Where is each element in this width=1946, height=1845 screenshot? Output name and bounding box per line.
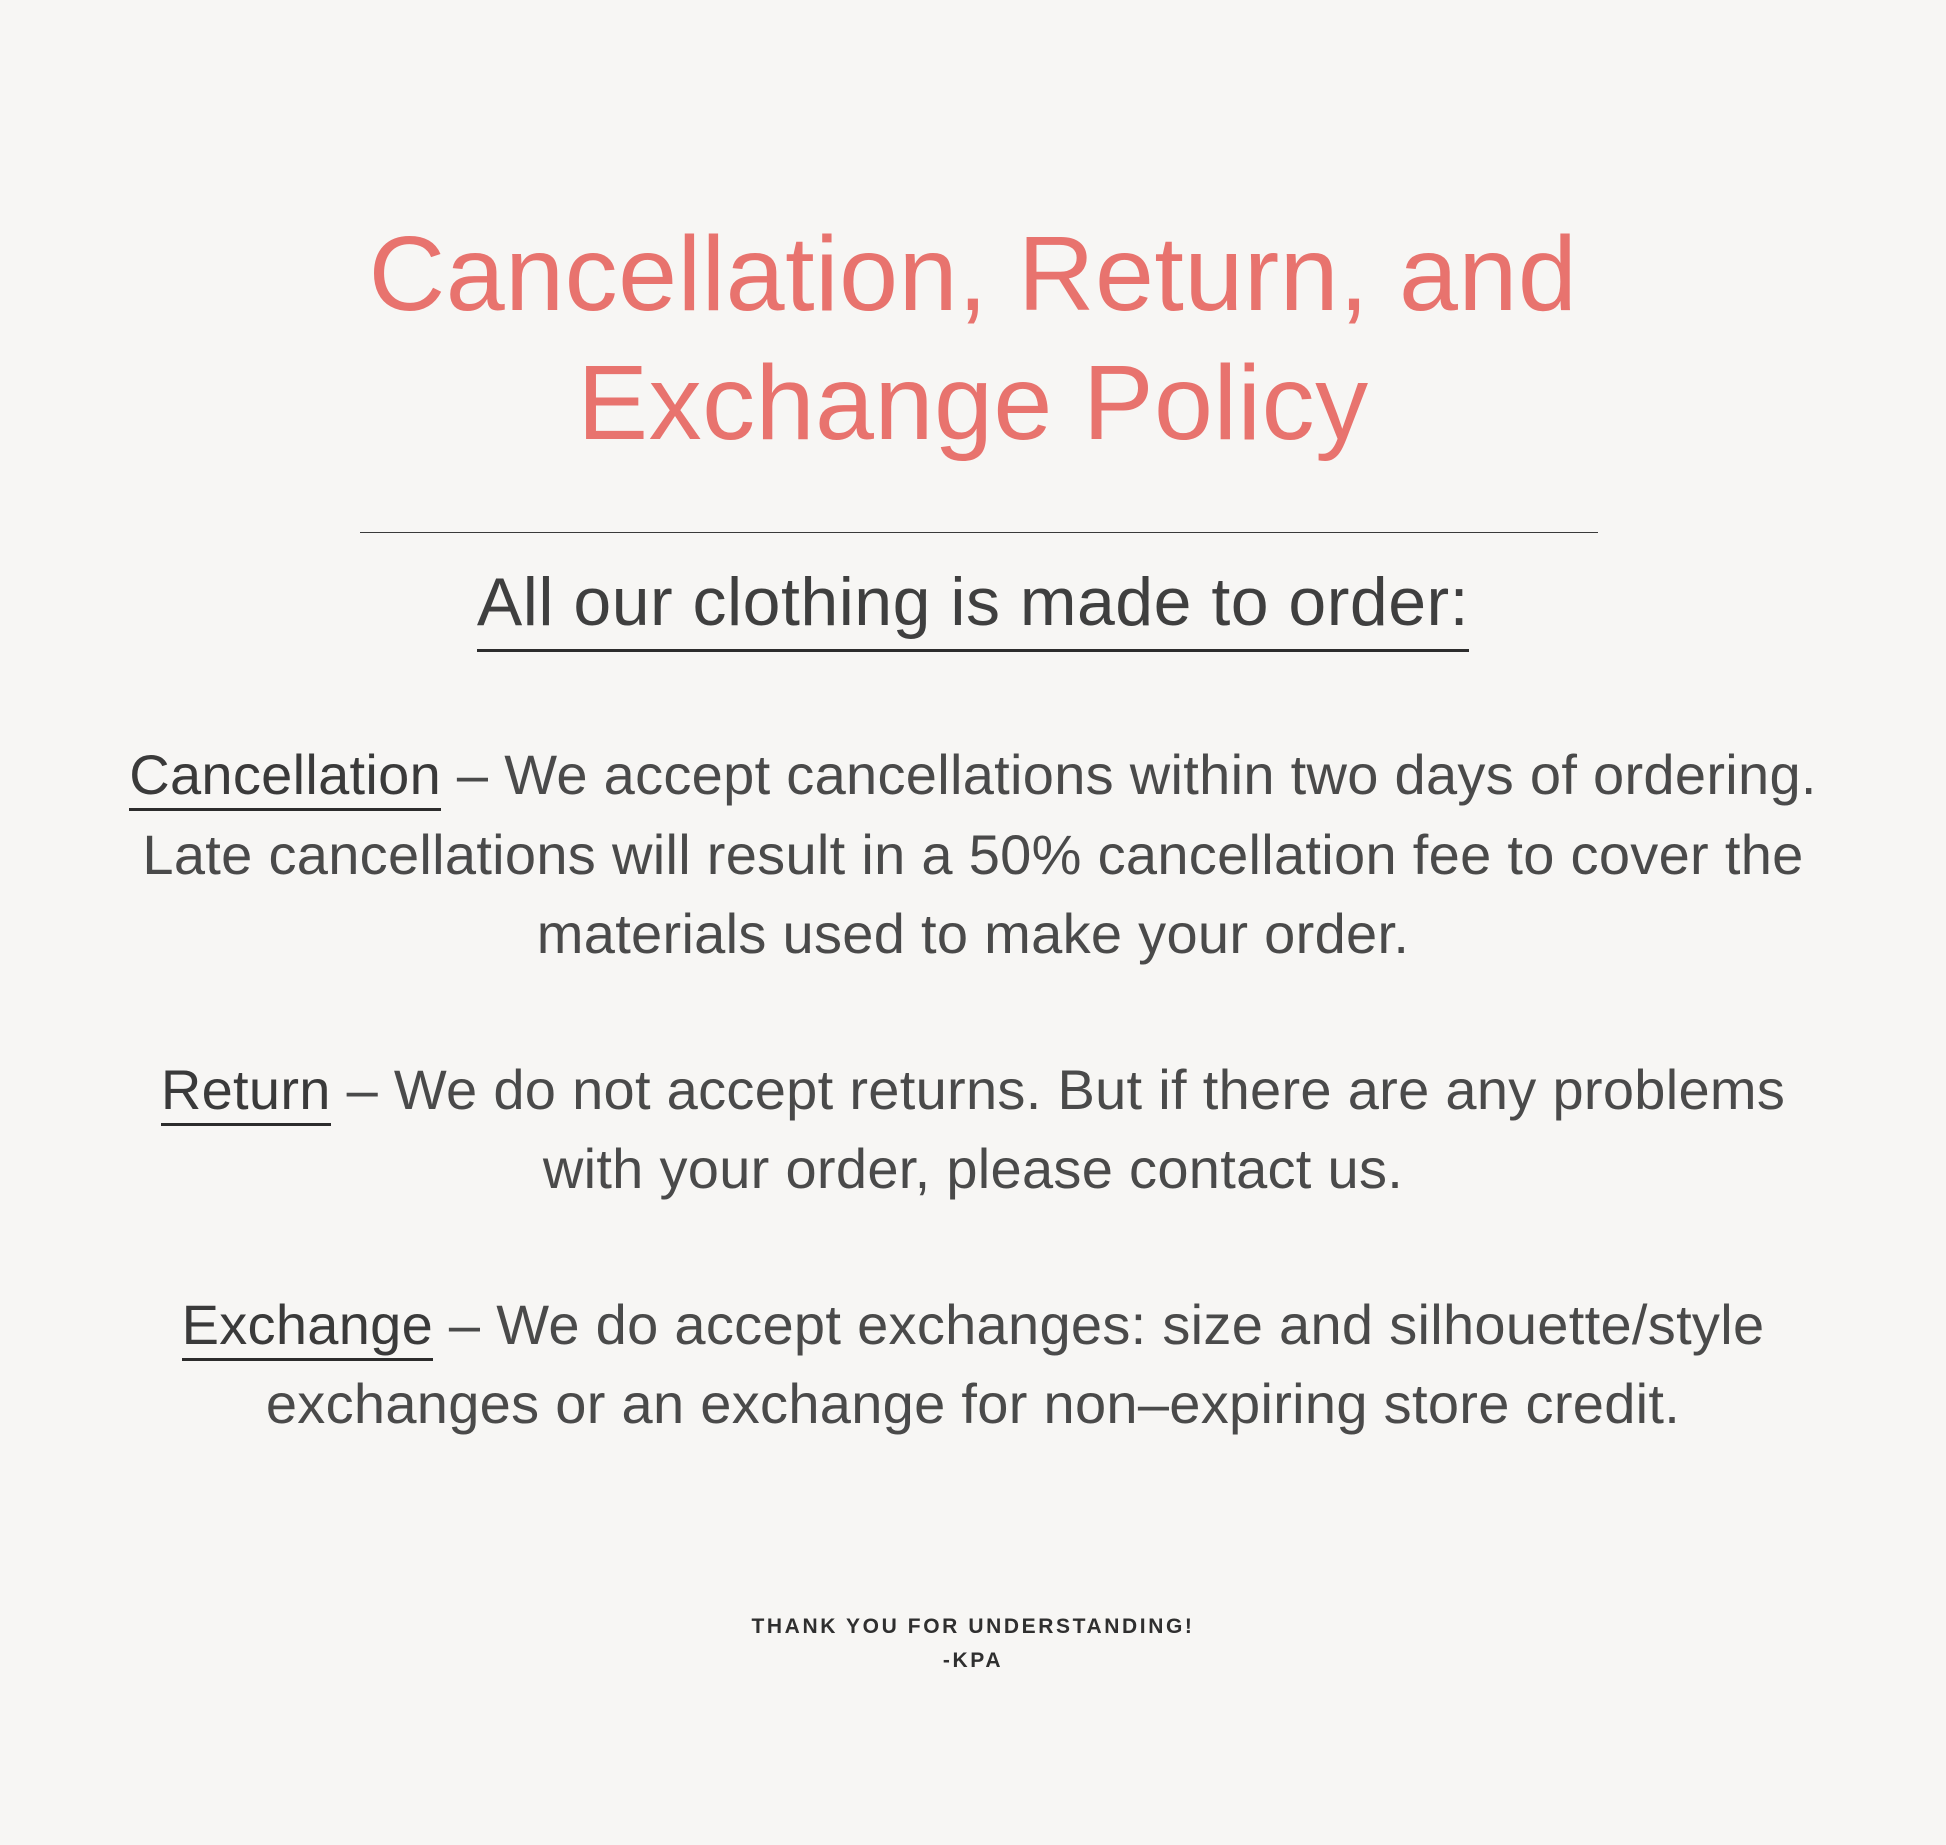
policy-section-exchange-body: – We do accept exchanges: size and silhouette/style exchanges or an exchange for non–expiring store credit. <box>265 1292 1765 1436</box>
page-title: Cancellation, Return, and Exchange Policy <box>368 215 1578 463</box>
title-block <box>0 210 1946 469</box>
policy-section-return-body: – We do not accept returns. But if there are any problems with your order, please contact us. <box>330 1057 1786 1201</box>
policy-section-return <box>110 1050 1836 1209</box>
policy-section-cancellation <box>110 735 1836 974</box>
footer-thank-you: THANK YOU FOR UNDERSTANDING! <box>751 1615 1195 1638</box>
policy-section-exchange <box>110 1285 1836 1444</box>
policy-section-return-lead: Return <box>161 1058 331 1126</box>
footer-signature: -KPA <box>942 1649 1004 1672</box>
footer <box>0 1615 1946 1673</box>
policy-section-cancellation-lead: Cancellation <box>129 743 441 811</box>
subtitle: All our clothing is made to order: <box>477 560 1469 652</box>
subtitle-block <box>0 560 1946 652</box>
policy-section-cancellation-body: – We accept cancellations within two days of ordering. Late cancellations will result in a 50% cancellation fee to cover the materials used to make your order. <box>142 743 1817 966</box>
policy-sections <box>110 735 1836 1444</box>
policy-section-exchange-lead: Exchange <box>182 1293 433 1361</box>
title-divider <box>360 532 1598 533</box>
